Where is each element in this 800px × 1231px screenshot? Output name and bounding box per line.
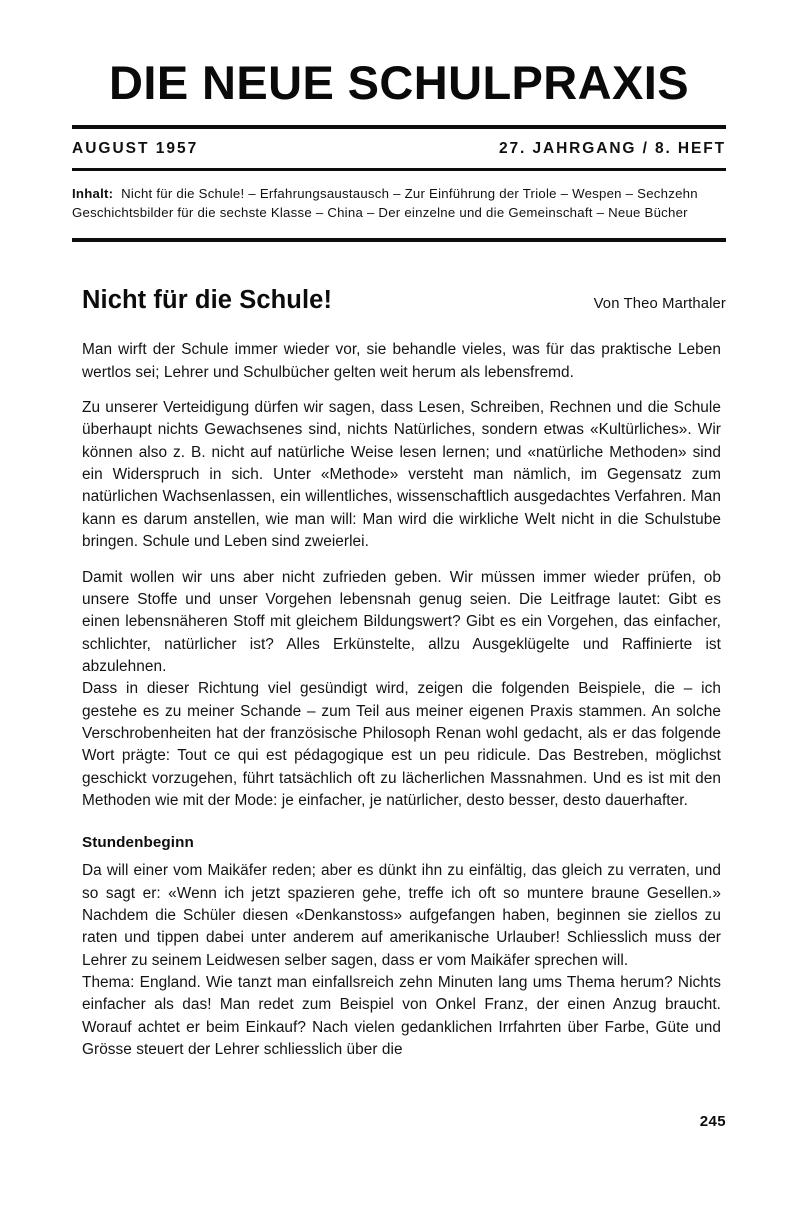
- article-paragraph: Damit wollen wir uns aber nicht zufrieden geben. Wir müssen immer wieder prüfen, ob unsere Stoffe und unser Vorgehen lebensnah genug seien. Die Leitfrage lautet: Gibt es einen lebensnäheren Stoff mit gleichem Bildungswert? Gibt es ein Vorgehen, das einfacher, schlichter, natürlicher ist? Alles Erkünstelte, allzu Ausgeklügelte und Raffinierte ist abzulehnen.: [82, 568, 721, 675]
- masthead: [72, 0, 726, 110]
- journal-title: DIE NEUE SCHULPRAXIS: [109, 56, 689, 109]
- article-header: [72, 242, 726, 321]
- section-heading-stundenbeginn: Stundenbeginn: [82, 834, 194, 852]
- section-paragraph: Thema: England. Wie tanzt man einfallsreich zehn Minuten lang ums Thema herum? Nichts einfacher als das! Man redet zum Beispiel von Onkel Franz, der einen Anzug braucht. Worauf achtet er beim Einkauf? Nach vielen gedanklichen Irrfahrten über Farbe, Güte und Grösse steuert der Lehrer schliesslich über die: [82, 974, 721, 1059]
- page-number: 245: [699, 1113, 726, 1130]
- contents-summary: [72, 171, 726, 238]
- article-paragraph: Man wirft der Schule immer wieder vor, sie behandle vieles, was für das praktische Leben wertlos sei; Lehrer und Schulbücher gelten weit herum als lebensfremd.: [82, 341, 721, 381]
- section-paragraph: Da will einer vom Maikäfer reden; aber es dünkt ihn zu einfältig, das gleich zu verraten, und so sagt er: «Wenn ich jetzt spazieren gehe, treffe ich oft so muntere braune Gesellen.» Nachdem die Schüler diesen «Denkanstoss» aufgefangen haben, beginnen sie ziellos zu raten und tippen dabei unter anderem auf amerikanische Urlauber! Schliesslich muss der Lehrer zu seinem Leidwesen selber sagen, dass er vom Maikäfer sprechen will.: [82, 862, 721, 969]
- article-body: [72, 321, 721, 1061]
- article-paragraph: Dass in dieser Richtung viel gesündigt wird, zeigen die folgenden Beispiele, die – ich gestehe es zu meiner Schande – zum Teil aus meiner eigenen Praxis stammen. An solche Verschrobenheiten hat der französische Philosoph Renan wohl gedacht, als er das folgende Wort prägte: Tout ce qui est pédagogique est un peu ridicule. Das Bestreben, möglichst geschickt vorzugehen, führt tatsächlich oft zu lächerlichen Massnahmen. Und es ist mit den Methoden wie mit der Mode: je einfacher, je natürlicher, desto besser, desto dauerhafter.: [82, 680, 721, 809]
- contents-text: Nicht für die Schule! – Erfahrungsaustausch – Zur Einführung der Triole – Wespen – Sechzehn Geschichtsbilder für die sechste Klasse – China – Der einzelne und die Gemeinschaft – Neue Bücher: [72, 186, 698, 221]
- article-byline: Von Theo Marthaler: [593, 296, 726, 313]
- article-paragraph: Zu unserer Verteidigung dürfen wir sagen, dass Lesen, Schreiben, Rechnen und die Schule überhaupt nichts Gewachsenes sind, nichts Natürliches, sondern etwas «Kultürliches». Wir können also z. B. nicht auf natürliche Weise lesen lernen; und «natürliche Methoden» sind ein Widerspruch in sich. Unter «Methode» versteht man nämlich, im Gegensatz zum natürlichen Wachsenlassen, ein willentliches, wissenschaftlich ausgedachtes Verfahren. Man kann es darum anstellen, wie man will: Man wird die wirkliche Welt nicht in die Schulstube bringen. Schule und Leben sind zweierlei.: [82, 399, 721, 551]
- contents-space: [113, 186, 121, 201]
- issue-date: AUGUST 1957: [72, 140, 199, 157]
- issue-line: [72, 129, 726, 168]
- contents-label: Inhalt:: [72, 186, 114, 201]
- page-content-column: [72, 0, 726, 1061]
- issue-volume-number: 27. JAHRGANG / 8. HEFT: [499, 140, 726, 157]
- article-title: Nicht für die Schule!: [82, 286, 333, 315]
